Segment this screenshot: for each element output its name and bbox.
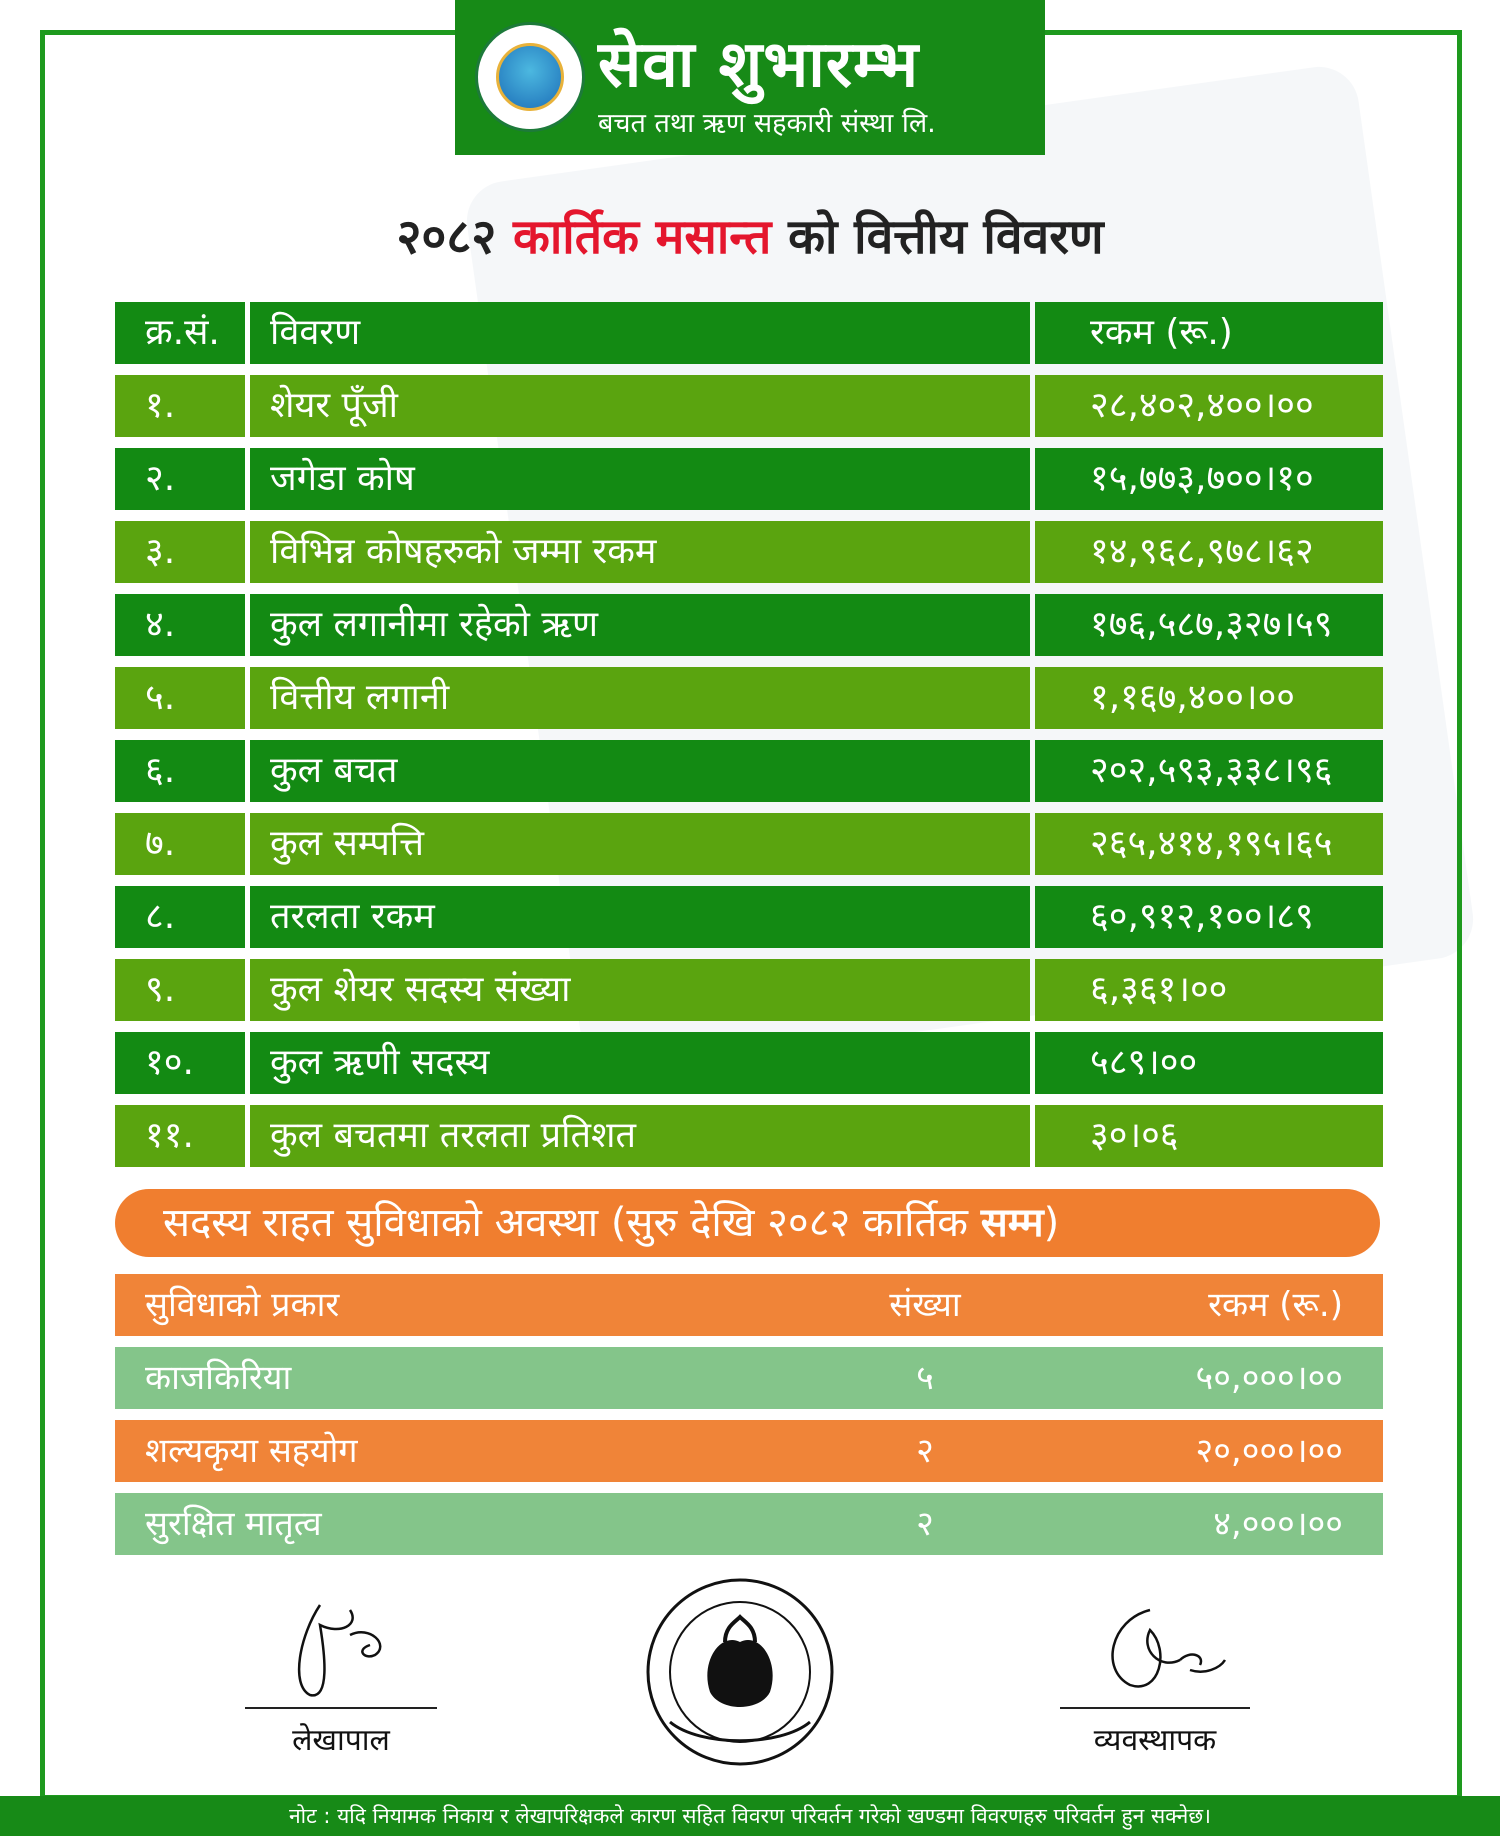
table-row <box>115 667 1383 729</box>
table-row <box>115 740 1383 802</box>
benefit-header-amount: रकम (रू.) <box>1208 1285 1343 1325</box>
benefit-amount: ५०,०००।०० <box>1195 1358 1343 1398</box>
row-sn: ४. <box>115 594 245 656</box>
benefit-amount: २०,०००।०० <box>1195 1431 1343 1471</box>
row-sn: ८. <box>115 886 245 948</box>
manager-signature <box>1090 1590 1240 1705</box>
benefit-title-end: ) <box>1043 1200 1060 1246</box>
table-row <box>115 375 1383 437</box>
accountant-label: लेखापाल <box>292 1723 390 1758</box>
benefit-count: २ <box>916 1431 934 1471</box>
table-row <box>115 1105 1383 1167</box>
row-amount: २८,४०२,४००।०० <box>1035 375 1383 437</box>
row-amount: ६०,९१२,१००।८९ <box>1035 886 1383 948</box>
title-rest: को वित्तीय विवरण <box>788 209 1104 265</box>
page-title <box>0 203 1500 268</box>
table-row <box>115 521 1383 583</box>
header-sn: क्र.सं. <box>115 302 245 364</box>
organization-name: सेवा शुभारम्भ <box>598 28 920 102</box>
table-row <box>115 813 1383 875</box>
official-stamp <box>640 1572 840 1772</box>
row-sn: ११. <box>115 1105 245 1167</box>
row-amount: ३०।०६ <box>1035 1105 1383 1167</box>
table-row <box>115 886 1383 948</box>
benefit-count: २ <box>916 1504 934 1544</box>
organization-logo <box>475 22 585 132</box>
row-amount: १७६,५८७,३२७।५९ <box>1035 594 1383 656</box>
row-sn: ६. <box>115 740 245 802</box>
header-description: विवरण <box>250 302 1030 364</box>
manager-signature-line <box>1060 1707 1250 1709</box>
row-sn: ३. <box>115 521 245 583</box>
row-sn: २. <box>115 448 245 510</box>
row-description: कुल शेयर सदस्य संख्या <box>250 959 1030 1021</box>
row-description: कुल सम्पत्ति <box>250 813 1030 875</box>
row-sn: ७. <box>115 813 245 875</box>
organization-subtitle: बचत तथा ऋण सहकारी संस्था लि. <box>598 108 936 139</box>
row-amount: १,१६७,४००।०० <box>1035 667 1383 729</box>
row-description: शेयर पूँजी <box>250 375 1030 437</box>
benefit-type: काजकिरिया <box>145 1358 292 1398</box>
row-description: तरलता रकम <box>250 886 1030 948</box>
title-highlight: कार्तिक मसान्त <box>513 209 772 265</box>
accountant-signature <box>280 1595 430 1705</box>
row-description: कुल बचत <box>250 740 1030 802</box>
benefit-header-count: संख्या <box>889 1285 961 1325</box>
row-sn: ५. <box>115 667 245 729</box>
benefit-row <box>115 1420 1383 1482</box>
row-description: वित्तीय लगानी <box>250 667 1030 729</box>
benefit-row <box>115 1493 1383 1555</box>
manager-label: व्यवस्थापक <box>1093 1723 1217 1758</box>
logo-emblem-icon <box>496 43 564 111</box>
benefit-title-bold: सम्म <box>980 1200 1044 1246</box>
benefit-header-type: सुविधाको प्रकार <box>145 1285 340 1325</box>
row-description: कुल बचतमा तरलता प्रतिशत <box>250 1105 1030 1167</box>
benefit-amount: ४,०००।०० <box>1213 1504 1343 1544</box>
title-year: २०८२ <box>396 209 497 265</box>
header-banner <box>455 0 1045 155</box>
row-amount: १४,९६८,९७८।६२ <box>1035 521 1383 583</box>
header-amount: रकम (रू.) <box>1035 302 1383 364</box>
benefit-title-text: सदस्य राहत सुविधाको अवस्था (सुरु देखि २०८२ कार्तिक <box>163 1200 969 1246</box>
benefit-type: सुरक्षित मातृत्व <box>145 1504 322 1544</box>
benefit-section-title <box>115 1189 1380 1257</box>
benefit-count: ५ <box>916 1358 934 1398</box>
row-amount: ६,३६१।०० <box>1035 959 1383 1021</box>
benefit-row <box>115 1347 1383 1409</box>
row-amount: २०२,५९३,३३८।९६ <box>1035 740 1383 802</box>
row-description: कुल ऋणी सदस्य <box>250 1032 1030 1094</box>
row-description: जगेडा कोष <box>250 448 1030 510</box>
footer-note: नोट : यदि नियामक निकाय र लेखापरिक्षकले कारण सहित विवरण परिवर्तन गरेको खण्डमा विवरणहरु परिवर्तन हुन सक्नेछ। <box>0 1796 1500 1836</box>
table-header-row <box>115 302 1383 364</box>
row-sn: ९. <box>115 959 245 1021</box>
benefit-type: शल्यकृया सहयोग <box>145 1431 358 1471</box>
row-amount: १५,७७३,७००।१० <box>1035 448 1383 510</box>
table-row <box>115 959 1383 1021</box>
table-row <box>115 1032 1383 1094</box>
accountant-signature-line <box>245 1707 437 1709</box>
row-description: कुल लगानीमा रहेको ऋण <box>250 594 1030 656</box>
row-description: विभिन्न कोषहरुको जम्मा रकम <box>250 521 1030 583</box>
row-sn: १. <box>115 375 245 437</box>
table-row <box>115 448 1383 510</box>
row-amount: २६५,४१४,१९५।६५ <box>1035 813 1383 875</box>
row-sn: १०. <box>115 1032 245 1094</box>
benefit-header-row <box>115 1274 1383 1336</box>
row-amount: ५८९।०० <box>1035 1032 1383 1094</box>
table-row <box>115 594 1383 656</box>
